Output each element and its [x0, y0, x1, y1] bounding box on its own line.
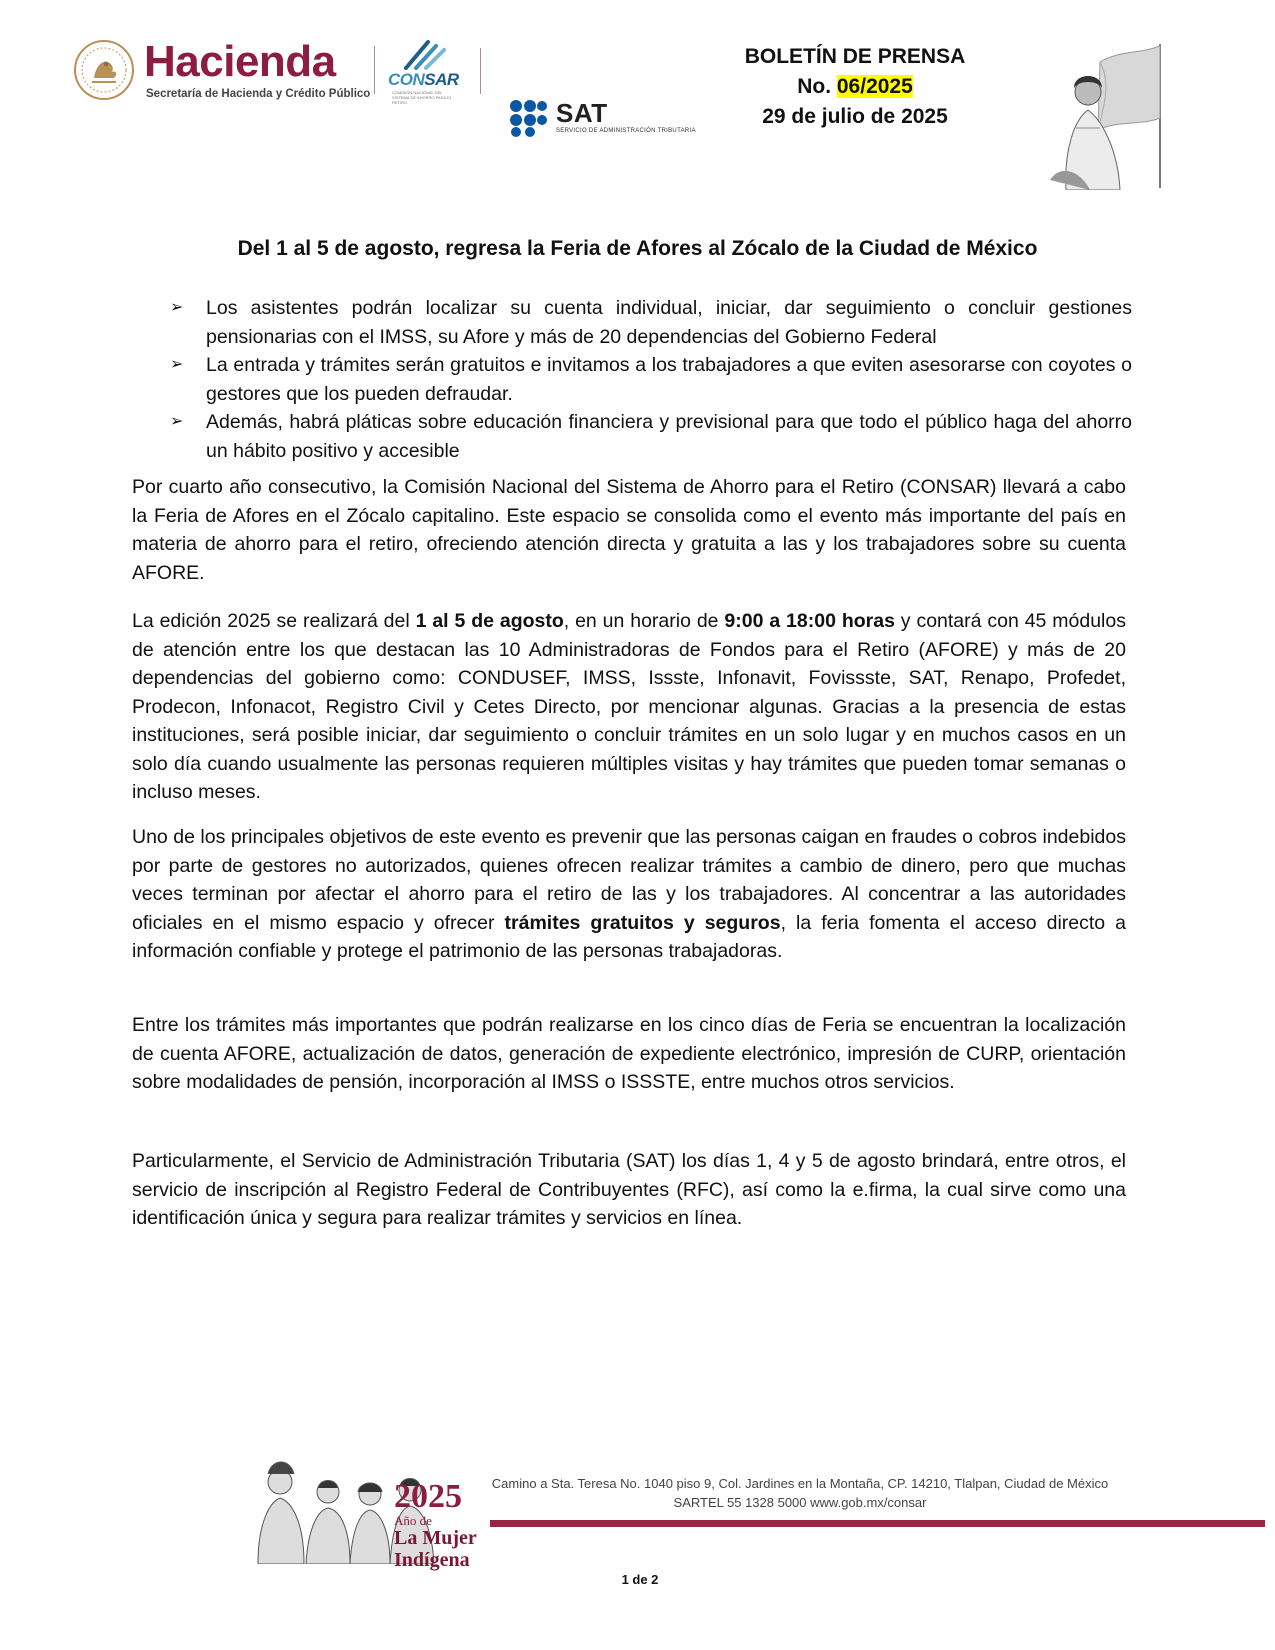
- arrow-bullet-icon: ➢: [170, 413, 184, 430]
- arrow-bullet-icon: ➢: [170, 299, 184, 316]
- year-of-indigenous-women-logo: [394, 1480, 477, 1571]
- footer-year: 2025: [394, 1478, 462, 1515]
- list-item: ➢ Los asistentes podrán localizar su cuenta individual, iniciar, dar seguimiento o concluir gestiones pensionarias con el IMSS, su Afore y más de 20 dependencias del Gobierno Federal: [170, 294, 1132, 351]
- consar-swoosh-icon: [398, 38, 458, 72]
- paragraph-intro: Por cuarto año consecutivo, la Comisión Nacional del Sistema de Ahorro para el Retiro (CONSAR) llevará a cabo la Feria de Afores en el Zócalo capitalino. Este espacio se consolida como el evento más importante del país en materia de ahorro para el retiro, ofreciendo atención directa y gratuita a las y los trabajadores sobre su cuenta AFORE.: [132, 476, 1126, 584]
- headline: Del 1 al 5 de agosto, regresa la Feria de Afores al Zócalo de la Ciudad de México: [237, 237, 1038, 260]
- bulletin-date: 29 de julio de 2025: [762, 105, 948, 128]
- footer-address-block: [470, 1474, 1130, 1512]
- consar-tagline: COMISIÓN NACIONAL DEL SISTEMA DE AHORRO PARA EL RETIRO: [392, 90, 452, 105]
- consar-logo: [388, 38, 468, 105]
- logo-divider-2: [480, 48, 481, 94]
- bulletin-number: 06/2025: [836, 75, 913, 98]
- paragraph-edition: La edición 2025 se realizará del 1 al 5 de agosto, en un horario de 9:00 a 18:00 horas y contará con 45 módulos de atención entre los que destacan las 10 Administradoras de Fondos para el Retiro (AFORE) y más de 20 dependencias del gobierno como: CONDUSEF, IMSS, Issste, Infonavit, Fovissste, SAT, Renapo, Profedet, Prodecon, Infonacot, Registro Civil y Cetes Directo, por mencionar algunas. Gracias a la presencia de estas instituciones, será posible iniciar, dar seguimiento o concluir trámites en un solo lugar y en muchos casos en un solo día cuando usualmente las personas requieren múltiples visitas y hay trámites que pueden tomar semanas o incluso meses.: [132, 610, 1126, 803]
- page-number: 1 de 2: [621, 1572, 659, 1587]
- woman-with-flag-illustration: [1040, 40, 1190, 190]
- footer-contact: SARTEL 55 1328 5000 www.gob.mx/consar: [673, 1495, 927, 1510]
- hacienda-wordmark: Hacienda: [144, 37, 336, 86]
- sat-logo: [508, 98, 698, 142]
- logo-divider: [374, 46, 375, 94]
- key-points-list: [170, 294, 1132, 465]
- footer-year-line1: Año de: [394, 1513, 432, 1528]
- footer-rule: [490, 1520, 1265, 1527]
- footer-address: Camino a Sta. Teresa No. 1040 piso 9, Col. Jardines en la Montaña, CP. 14210, Tlalpan, Ciudad de México: [491, 1476, 1109, 1491]
- mexico-coat-of-arms-icon: [72, 38, 136, 102]
- footer-year-line2: La Mujer: [394, 1527, 477, 1549]
- list-item: ➢ La entrada y trámites serán gratuitos e invitamos a los trabajadores a que eviten asesorarse con coyotes o gestores que los pueden defraudar.: [170, 351, 1132, 408]
- sat-tagline: SERVICIO DE ADMINISTRACIÓN TRIBUTARIA: [556, 128, 696, 134]
- paragraph-sat: Particularmente, el Servicio de Administración Tributaria (SAT) los días 1, 4 y 5 de agosto brindará, entre otros, el servicio de inscripción al Registro Federal de Contribuyentes (RFC), así como la e.firma, la cual sirve como una identificación única y segura para realizar trámites y servicios en línea.: [132, 1150, 1126, 1229]
- hacienda-logo: [72, 38, 372, 108]
- consar-wordmark: CONSAR: [388, 70, 459, 89]
- list-item: ➢ Además, habrá pláticas sobre educación financiera y previsional para que todo el público haga del ahorro un hábito positivo y accesible: [170, 408, 1132, 465]
- bulletin-block: [720, 42, 990, 132]
- paragraph-objectives: Uno de los principales objetivos de este evento es prevenir que las personas caigan en fraudes o cobros indebidos por parte de gestores no autorizados, quienes ofrecen realizar trámites a cambio de dinero, pero que muchas veces terminan por afectar el ahorro para el retiro de las y los trabajadores. Al concentrar a las autoridades oficiales en el mismo espacio y ofrecer trámites gratuitos y seguros, la feria fomenta el acceso directo a información confiable y protege el patrimonio de las personas trabajadoras.: [132, 826, 1127, 962]
- arrow-bullet-icon: ➢: [170, 356, 184, 373]
- bulletin-title: BOLETÍN DE PRENSA: [744, 45, 966, 68]
- bulletin-number-line: No. 06/2025: [797, 75, 913, 98]
- sat-dots-icon: [508, 98, 548, 138]
- footer-year-line3: Indígena: [394, 1549, 470, 1571]
- hacienda-subtitle: Secretaría de Hacienda y Crédito Público: [146, 88, 371, 100]
- paragraph-procedures: Entre los trámites más importantes que podrán realizarse en los cinco días de Feria se encuentran la localización de cuenta AFORE, actualización de datos, generación de expediente electrónico, impresión de CURP, orientación sobre modalidades de pensión, incorporación al IMSS o ISSSTE, entre muchos otros servicios.: [132, 1014, 1126, 1093]
- sat-wordmark: SAT: [556, 98, 608, 128]
